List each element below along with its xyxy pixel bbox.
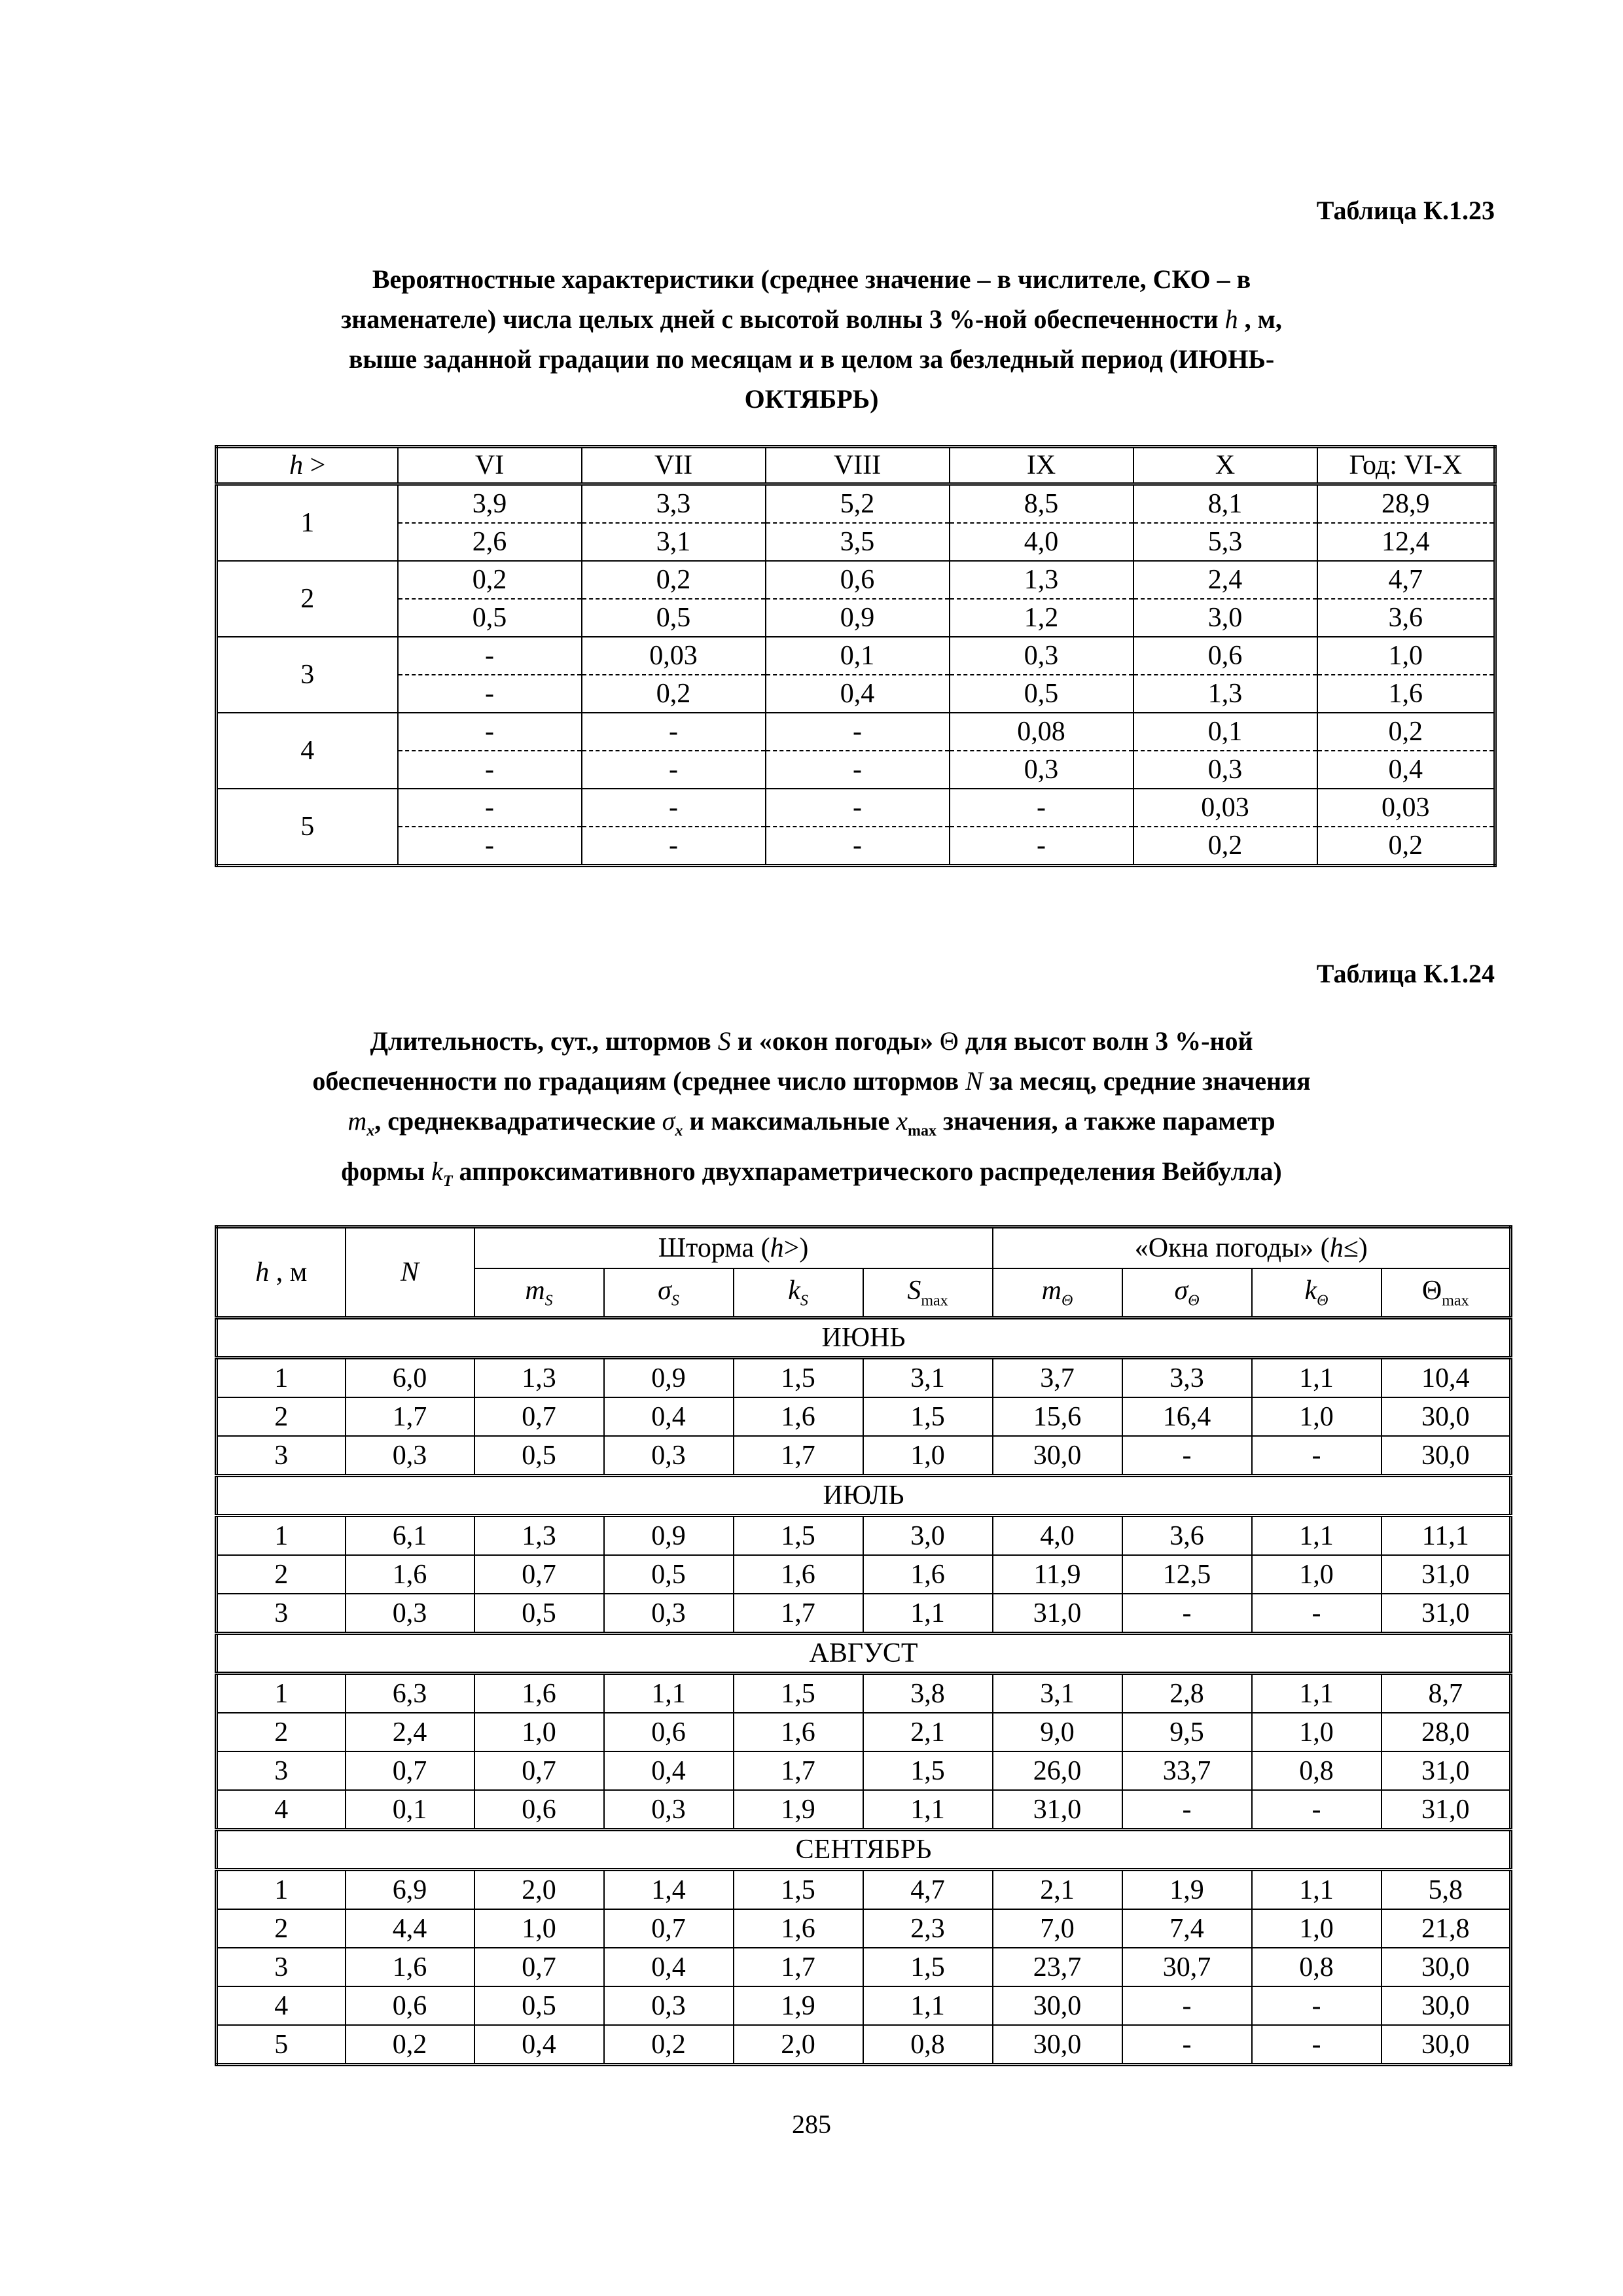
table-24-cell: 1,1 [1252, 1516, 1382, 1556]
table-24-cell: 0,1 [346, 1790, 474, 1830]
table-24-cell: 0,5 [474, 1986, 604, 2025]
table-23-mean-cell: - [766, 713, 950, 751]
table-23-sd-cell: - [398, 751, 582, 789]
table-24-cell: 1,0 [1252, 1555, 1382, 1594]
table-24-month-label: ИЮЛЬ [217, 1476, 1511, 1516]
table-23-sd-cell: 3,5 [766, 523, 950, 561]
table-24-cell: 0,3 [346, 1594, 474, 1634]
table-23-mean-cell: 0,1 [1133, 713, 1317, 751]
table-24-cell: 0,7 [474, 1397, 604, 1436]
table-24-cell: 1,5 [734, 1358, 863, 1398]
table-24-subheader-cell: $k_S$ [734, 1268, 863, 1318]
table-23-sd-cell: 4,0 [950, 523, 1133, 561]
table-24-cell: 30,0 [1382, 2025, 1511, 2065]
table-24-cell: - [1252, 1790, 1382, 1830]
table-24-cell: 1,0 [1252, 1909, 1382, 1948]
table-24-cell: 1,1 [863, 1986, 993, 2025]
table-row [217, 1948, 1511, 1986]
table-23-mean-cell: 3,9 [398, 484, 582, 524]
table-23-mean-cell: 8,1 [1133, 484, 1317, 524]
table-24-cell: 1,9 [1122, 1870, 1252, 1910]
table-23-mean-cell: 0,2 [398, 561, 582, 599]
table-24-cell: 1,6 [863, 1555, 993, 1594]
table-23-sd-cell: - [582, 751, 766, 789]
table-24-cell: 4,7 [863, 1870, 993, 1910]
table-24-cell: 0,5 [604, 1555, 734, 1594]
table-24-cell: 1,6 [346, 1555, 474, 1594]
table-row [217, 1594, 1511, 1634]
table-24-cell: 1,5 [734, 1516, 863, 1556]
table-23-h-cell: 4 [217, 713, 398, 789]
table-23-sd-cell: 3,6 [1317, 599, 1495, 637]
table-24-cell: 1,7 [346, 1397, 474, 1436]
table-23-sd-cell: 1,2 [950, 599, 1133, 637]
table-row [217, 2025, 1511, 2065]
table-24-cell: 1,7 [734, 1436, 863, 1476]
table-24-cell: 0,7 [604, 1909, 734, 1948]
table-23-row-denominator [217, 827, 1495, 866]
table-23-sd-cell: 5,3 [1133, 523, 1317, 561]
table-24-cell: 1,0 [1252, 1397, 1382, 1436]
table-24-subheader-cell: $k_\Theta$ [1252, 1268, 1382, 1318]
table-23-mean-cell: 0,2 [582, 561, 766, 599]
table-24-month-row [217, 1476, 1511, 1516]
table-24-cell: 1,1 [604, 1674, 734, 1713]
table-24-cell: 1,7 [734, 1948, 863, 1986]
table-24-cell: 3,7 [993, 1358, 1122, 1398]
table-24-cell: 1,5 [734, 1674, 863, 1713]
table-24-cell: 0,3 [604, 1436, 734, 1476]
table-24-cell: 0,7 [346, 1751, 474, 1790]
table-24-cell: 1,5 [734, 1870, 863, 1910]
table-23-row-numerator [217, 713, 1495, 751]
table-23-mean-cell: - [766, 789, 950, 827]
table-24-cell: 9,5 [1122, 1713, 1252, 1751]
table-24-cell: 1,1 [863, 1594, 993, 1634]
table-row [217, 1870, 1511, 1910]
table-24-cell: - [1122, 1790, 1252, 1830]
table-24-cell: 2,8 [1122, 1674, 1252, 1713]
table-24-cell: 0,3 [604, 1594, 734, 1634]
table-23-mean-cell: 28,9 [1317, 484, 1495, 524]
table-23-h-cell: 2 [217, 561, 398, 637]
table-23-header-cell: VII [582, 447, 766, 484]
table-24-caption: Длительность, сут., штормов S и «окон погоды» Θ для высот волн 3 %-ной обеспеченности по градациям (среднее число штормов N за месяц, средние значения $m_x$, среднеквадратические $\sigma_x$ и максимальные $x_{max}$ значения, а также параметр формы $k_T$ аппроксимативного двухпараметрического распределения Вейбулла) [312, 1026, 1311, 1190]
table-24-cell: 30,0 [1382, 1986, 1511, 2025]
table-24-cell: 30,7 [1122, 1948, 1252, 1986]
table-24-cell: 2,4 [346, 1713, 474, 1751]
table-24-cell: 1,5 [863, 1948, 993, 1986]
table-24-cell: 1,6 [346, 1948, 474, 1986]
table-24-cell: 8,7 [1382, 1674, 1511, 1713]
table-24-cell: 30,0 [993, 2025, 1122, 2065]
table-24-cell: 7,0 [993, 1909, 1122, 1948]
table-23-sd-cell: - [766, 827, 950, 866]
table-23-row-denominator [217, 751, 1495, 789]
table-24-cell: 3,0 [863, 1516, 993, 1556]
table-24-cell: - [1252, 2025, 1382, 2065]
table-24-cell: 1,0 [863, 1436, 993, 1476]
table-24-cell: 3,8 [863, 1674, 993, 1713]
table-24-cell: 1,6 [734, 1397, 863, 1436]
table-24-cell: 1,4 [604, 1870, 734, 1910]
table-23-mean-cell: - [398, 713, 582, 751]
table-24-cell: 21,8 [1382, 1909, 1511, 1948]
table-24-cell: 26,0 [993, 1751, 1122, 1790]
table-24-cell: 11,1 [1382, 1516, 1511, 1556]
table-24-cell: 1,6 [734, 1713, 863, 1751]
table-24-cell: 1,3 [474, 1358, 604, 1398]
table-24-cell: 0,2 [346, 2025, 474, 2065]
table-24-cell: 2,1 [863, 1713, 993, 1751]
table-23-sd-cell: 0,2 [582, 675, 766, 713]
table-24-cell: - [1122, 1436, 1252, 1476]
table-24-cell: 30,0 [993, 1986, 1122, 2025]
table-24-cell: 1,6 [734, 1555, 863, 1594]
table-23-label: Таблица К.1.23 [1316, 196, 1495, 225]
table-24-cell: 3,3 [1122, 1358, 1252, 1398]
table-24-cell: 1,7 [734, 1594, 863, 1634]
table-24-cell: 23,7 [993, 1948, 1122, 1986]
table-23-mean-cell: 0,1 [766, 637, 950, 675]
table-24-cell: 30,0 [1382, 1397, 1511, 1436]
table-24-cell: 12,5 [1122, 1555, 1252, 1594]
table-24-cell: 6,9 [346, 1870, 474, 1910]
table-24-cell: 1,0 [474, 1909, 604, 1948]
table-24-cell: 0,6 [346, 1986, 474, 2025]
table-row [217, 1516, 1511, 1556]
table-23-header-h: h > [217, 447, 398, 484]
table-24-cell: 0,3 [604, 1986, 734, 2025]
table-24-cell: 1,6 [734, 1909, 863, 1948]
table-23-header-cell: X [1133, 447, 1317, 484]
table-24-cell: 30,0 [1382, 1948, 1511, 1986]
table-23-h-cell: 5 [217, 789, 398, 866]
table-row [217, 1790, 1511, 1830]
table-23-mean-cell: 0,03 [1317, 789, 1495, 827]
table-23-sd-cell: 3,0 [1133, 599, 1317, 637]
table-row [217, 1397, 1511, 1436]
table-23-mean-cell: 1,3 [950, 561, 1133, 599]
table-23-sd-cell: - [398, 675, 582, 713]
table-24-subheader-cell: $S_{max}$ [863, 1268, 993, 1318]
table-23-mean-cell: 3,3 [582, 484, 766, 524]
table-23-caption: Вероятностные характеристики (среднее значение – в числителе, СКО – в знаменателе) числа целых дней с высотой волны 3 %-ной обеспеченности h , м, выше заданной градации по месяцам и в целом за безледный период (ИЮНЬ- ОКТЯБРЬ) [341, 264, 1282, 414]
table-24-cell: 7,4 [1122, 1909, 1252, 1948]
table-24-cell: 31,0 [1382, 1790, 1511, 1830]
table-24-subheader-cell: $\sigma_S$ [604, 1268, 734, 1318]
table-24-cell: 0,7 [474, 1751, 604, 1790]
table-24-cell: 15,6 [993, 1397, 1122, 1436]
table-24-cell: - [1122, 1986, 1252, 2025]
table-24-cell: 1 [217, 1516, 346, 1556]
table-24-cell: 1 [217, 1358, 346, 1398]
table-23-sd-cell: 1,6 [1317, 675, 1495, 713]
table-24-cell: 2,1 [993, 1870, 1122, 1910]
table-24-cell: - [1252, 1436, 1382, 1476]
table-24-cell: 1,1 [1252, 1358, 1382, 1398]
table-23-sd-cell: - [398, 827, 582, 866]
table-23-row-numerator [217, 637, 1495, 675]
table-24-cell: 3,1 [863, 1358, 993, 1398]
table-24-cell: 1,9 [734, 1986, 863, 2025]
table-24-cell: 1,6 [474, 1674, 604, 1713]
table-24-subheader-cell: $m_\Theta$ [993, 1268, 1122, 1318]
table-24-cell: 33,7 [1122, 1751, 1252, 1790]
table-23-mean-cell: 5,2 [766, 484, 950, 524]
table-24-header-storms: Шторма (h>) [474, 1227, 993, 1269]
table-23-sd-cell: 0,3 [950, 751, 1133, 789]
table-24-cell: 3,1 [993, 1674, 1122, 1713]
table-24-cell: 1,0 [474, 1713, 604, 1751]
table-24-cell: 2 [217, 1555, 346, 1594]
table-23-sd-cell: 2,6 [398, 523, 582, 561]
table-24-cell: 0,4 [604, 1948, 734, 1986]
table-24-cell: 4,0 [993, 1516, 1122, 1556]
table-24-cell: 31,0 [993, 1594, 1122, 1634]
table-23-sd-cell: 0,9 [766, 599, 950, 637]
table-23-sd-cell: 0,5 [582, 599, 766, 637]
table-24-cell: 0,7 [474, 1948, 604, 1986]
table-24-cell: 0,8 [863, 2025, 993, 2065]
table-24-cell: 0,6 [604, 1713, 734, 1751]
table-24-cell: 0,9 [604, 1358, 734, 1398]
table-23-sd-cell: 0,2 [1317, 827, 1495, 866]
table-24-cell: 1,9 [734, 1790, 863, 1830]
table-23-row-denominator [217, 523, 1495, 561]
table-23-mean-cell: 1,0 [1317, 637, 1495, 675]
table-24-cell: 0,9 [604, 1516, 734, 1556]
table-24-cell: 30,0 [993, 1436, 1122, 1476]
table-24-cell: 1,1 [863, 1790, 993, 1830]
table-24-cell: 4 [217, 1986, 346, 2025]
table-24-cell: - [1252, 1594, 1382, 1634]
table-23-sd-cell: - [950, 827, 1133, 866]
table-24-header-h: h , м [217, 1227, 346, 1318]
table-row [217, 1909, 1511, 1948]
table-24-cell: 2,0 [734, 2025, 863, 2065]
table-23-sd-cell: 12,4 [1317, 523, 1495, 561]
table-24-cell: 1 [217, 1870, 346, 1910]
table-23-header-row [217, 447, 1495, 484]
table-24-cell: 1,3 [474, 1516, 604, 1556]
table-24-cell: 0,2 [604, 2025, 734, 2065]
table-24-cell: 3 [217, 1948, 346, 1986]
table-24-cell: 31,0 [1382, 1594, 1511, 1634]
table-23-mean-cell: 4,7 [1317, 561, 1495, 599]
table-24-subheader-cell: $\Theta_{max}$ [1382, 1268, 1511, 1318]
table-24-month-row [217, 1830, 1511, 1870]
table-24-cell: 0,4 [604, 1397, 734, 1436]
table-24-cell: 1,1 [1252, 1674, 1382, 1713]
page-number: 285 [792, 2109, 831, 2139]
table-23-mean-cell: - [582, 713, 766, 751]
table-row [217, 1751, 1511, 1790]
table-24-header-n: N [346, 1227, 474, 1318]
table-24-month-label: АВГУСТ [217, 1634, 1511, 1674]
table-24-cell: 10,4 [1382, 1358, 1511, 1398]
table-24-cell: 2 [217, 1713, 346, 1751]
table-24-cell: 1,1 [1252, 1870, 1382, 1910]
table-24-header-row-1 [217, 1227, 1511, 1269]
table-24-cell: 31,0 [993, 1790, 1122, 1830]
table-row [217, 1436, 1511, 1476]
table-24-cell: 3 [217, 1751, 346, 1790]
table-24-cell: - [1122, 1594, 1252, 1634]
table-24-cell: 2 [217, 1397, 346, 1436]
table-24-cell: 1,7 [734, 1751, 863, 1790]
table-23-sd-cell: 0,4 [1317, 751, 1495, 789]
table-24-cell: 0,7 [474, 1555, 604, 1594]
table-24-month-row [217, 1634, 1511, 1674]
table-24-header-windows: «Окна погоды» (h≤) [993, 1227, 1511, 1269]
table-24-cell: 0,4 [474, 2025, 604, 2065]
table-24-subheader-cell: $m_S$ [474, 1268, 604, 1318]
table-24-cell: - [1252, 1986, 1382, 2025]
table-23-mean-cell: 0,6 [1133, 637, 1317, 675]
table-24-cell: 30,0 [1382, 1436, 1511, 1476]
table-23-row-numerator [217, 561, 1495, 599]
table-24-cell: 31,0 [1382, 1751, 1511, 1790]
table-23-sd-cell: 0,3 [1133, 751, 1317, 789]
table-23-sd-cell: 0,5 [950, 675, 1133, 713]
table-23-header-cell: VI [398, 447, 582, 484]
table-23-sd-cell: 0,5 [398, 599, 582, 637]
table-23-mean-cell: 0,03 [1133, 789, 1317, 827]
table-24-cell: 5 [217, 2025, 346, 2065]
table-23-mean-cell: 0,2 [1317, 713, 1495, 751]
table-24 [215, 1225, 1512, 2066]
table-24-month-label: ИЮНЬ [217, 1318, 1511, 1358]
table-23-mean-cell: - [950, 789, 1133, 827]
table-24-cell: 16,4 [1122, 1397, 1252, 1436]
table-23-sd-cell: 1,3 [1133, 675, 1317, 713]
table-23-sd-cell: - [582, 827, 766, 866]
table-24-cell: 9,0 [993, 1713, 1122, 1751]
table-row [217, 1358, 1511, 1398]
table-24-cell: 1,5 [863, 1751, 993, 1790]
table-23-row-numerator [217, 789, 1495, 827]
table-24-cell: 2 [217, 1909, 346, 1948]
table-24-month-row [217, 1318, 1511, 1358]
table-24-cell: 0,5 [474, 1594, 604, 1634]
table-23-header-cell: Год: VI-X [1317, 447, 1495, 484]
table-24-cell: 6,0 [346, 1358, 474, 1398]
table-24-cell: 11,9 [993, 1555, 1122, 1594]
table-24-cell: 31,0 [1382, 1555, 1511, 1594]
table-24-cell: - [1122, 2025, 1252, 2065]
table-23 [215, 445, 1497, 867]
table-23-mean-cell: 0,6 [766, 561, 950, 599]
table-23-h-cell: 3 [217, 637, 398, 713]
table-24-cell: 1,0 [1252, 1713, 1382, 1751]
table-24-cell: 1,5 [863, 1397, 993, 1436]
table-24-cell: 0,6 [474, 1790, 604, 1830]
table-24-cell: 5,8 [1382, 1870, 1511, 1910]
table-23-row-denominator [217, 599, 1495, 637]
table-24-cell: 3 [217, 1594, 346, 1634]
table-24-label: Таблица К.1.24 [1316, 959, 1495, 988]
table-24-cell: 6,1 [346, 1516, 474, 1556]
table-row [217, 1555, 1511, 1594]
table-23-mean-cell: 0,08 [950, 713, 1133, 751]
table-23-h-cell: 1 [217, 484, 398, 562]
table-24-cell: 3 [217, 1436, 346, 1476]
table-23-mean-cell: - [398, 637, 582, 675]
table-23-mean-cell: 0,3 [950, 637, 1133, 675]
table-24-cell: 0,4 [604, 1751, 734, 1790]
table-23-header-cell: IX [950, 447, 1133, 484]
table-23-body [217, 484, 1495, 866]
table-24-cell: 0,8 [1252, 1948, 1382, 1986]
table-24-month-label: СЕНТЯБРЬ [217, 1830, 1511, 1870]
table-23-mean-cell: 2,4 [1133, 561, 1317, 599]
table-23-sd-cell: 0,2 [1133, 827, 1317, 866]
table-24-cell: 2,0 [474, 1870, 604, 1910]
table-row [217, 1674, 1511, 1713]
table-row [217, 1986, 1511, 2025]
table-23-row-numerator [217, 484, 1495, 524]
table-24-cell: 6,3 [346, 1674, 474, 1713]
table-23-mean-cell: - [582, 789, 766, 827]
table-24-cell: 28,0 [1382, 1713, 1511, 1751]
table-24-cell: 0,8 [1252, 1751, 1382, 1790]
table-24-subheader-cell: $\sigma_\Theta$ [1122, 1268, 1252, 1318]
table-23-header-cell: VIII [766, 447, 950, 484]
table-23-sd-cell: 0,4 [766, 675, 950, 713]
table-24-cell: 3,6 [1122, 1516, 1252, 1556]
table-24-body [217, 1318, 1511, 2065]
table-24-cell: 1 [217, 1674, 346, 1713]
table-23-row-denominator [217, 675, 1495, 713]
table-23-mean-cell: 8,5 [950, 484, 1133, 524]
table-24-cell: 4,4 [346, 1909, 474, 1948]
table-23-sd-cell: 3,1 [582, 523, 766, 561]
table-24-cell: 0,3 [346, 1436, 474, 1476]
table-24-cell: 0,5 [474, 1436, 604, 1476]
table-23-mean-cell: - [398, 789, 582, 827]
table-24-cell: 4 [217, 1790, 346, 1830]
table-24-cell: 2,3 [863, 1909, 993, 1948]
table-23-mean-cell: 0,03 [582, 637, 766, 675]
table-row [217, 1713, 1511, 1751]
table-24-cell: 0,3 [604, 1790, 734, 1830]
table-23-sd-cell: - [766, 751, 950, 789]
